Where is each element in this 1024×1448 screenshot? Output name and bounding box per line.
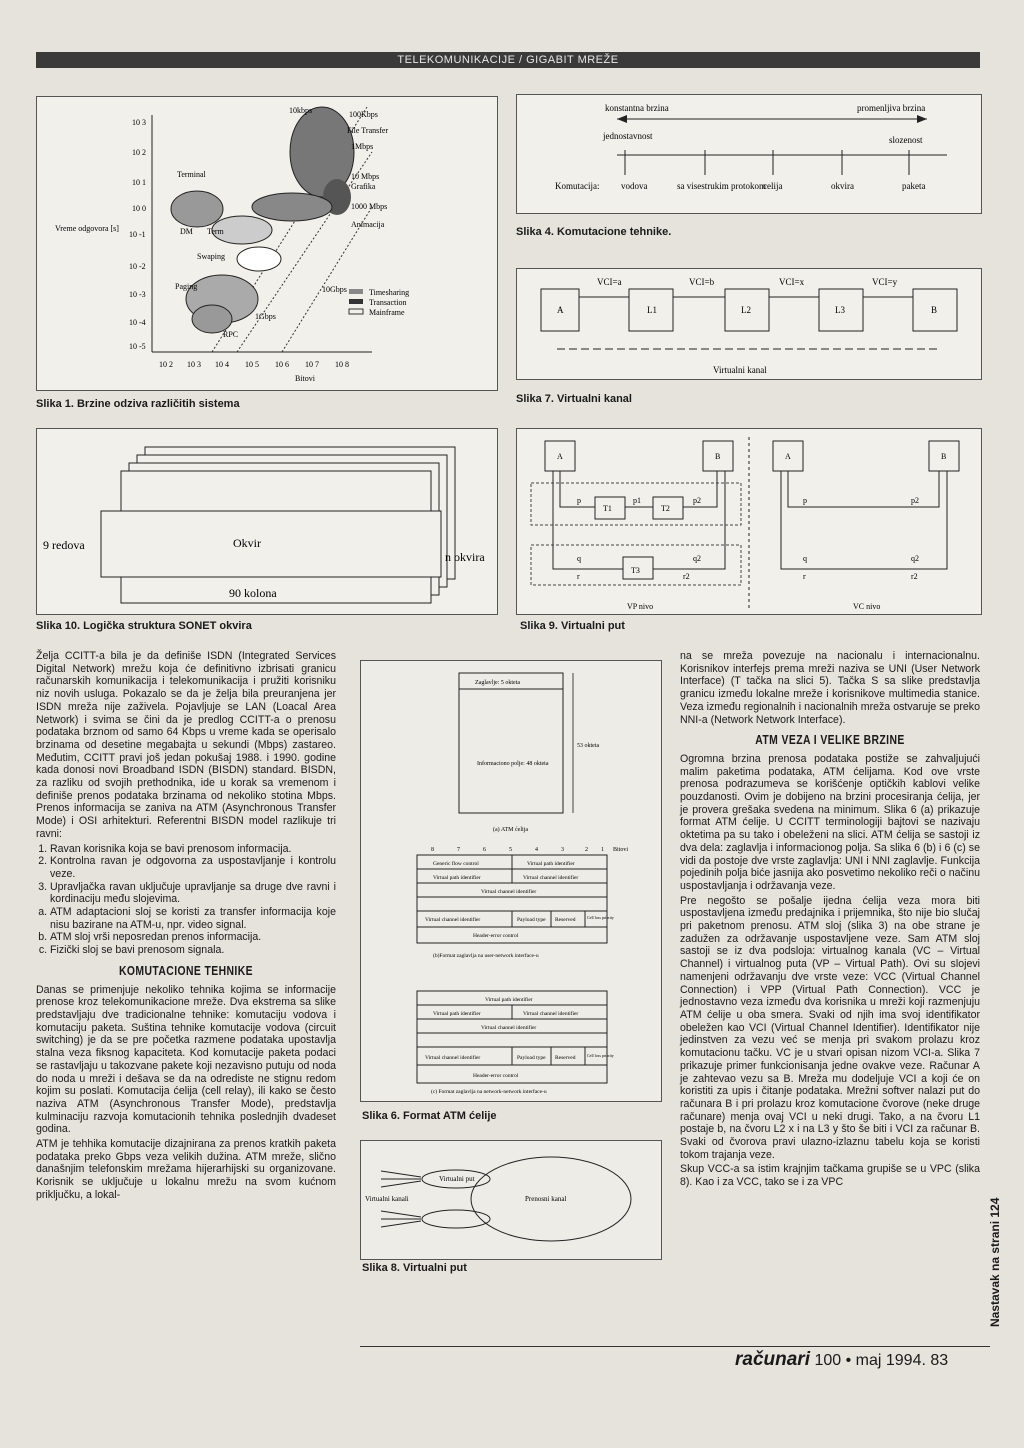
figure-7 <box>516 268 982 380</box>
issue-number: 100 <box>814 1352 842 1369</box>
svg-text:VCI=b: VCI=b <box>689 277 715 287</box>
svg-text:Cell loss priority: Cell loss priority <box>587 1053 614 1058</box>
svg-text:r: r <box>803 572 806 581</box>
paragraph: na se mreža povezuje na nacionalu i internacionalnu. Korisnikov interfejs prema mreži naziva se UNI (User Network Interface) (T tačka na slici 5). Tačka S sa slike predstavlja granicu između lokalne mreže i korisnikove multimedia stanice. Veza između regionalnih i nacionalnih mreža ostvaruje se preko NNI-a (Network Network Interface). <box>680 650 980 726</box>
xtick: 10 3 <box>187 360 201 369</box>
legend-item: Timesharing <box>369 288 410 297</box>
section-heading: KOMUTACIONE TEHNIKE <box>119 962 253 978</box>
svg-text:A: A <box>557 305 564 315</box>
section-header: TELEKOMUNIKACIJE / GIGABIT MREŽE <box>36 52 980 68</box>
footer-rule <box>360 1346 990 1347</box>
text-column-3 <box>680 650 980 1191</box>
svg-text:p2: p2 <box>693 496 701 505</box>
fig7-diagram <box>517 269 981 379</box>
footer: računari 100 • maj 1994. 83 <box>735 1349 949 1370</box>
svg-text:konstantna brzina: konstantna brzina <box>605 103 669 113</box>
svg-text:p: p <box>577 496 581 505</box>
svg-text:Header-error control: Header-error control <box>473 1073 519 1079</box>
svg-text:Virtual channel identifier: Virtual channel identifier <box>523 875 579 881</box>
svg-text:(a) ATM ćelija: (a) ATM ćelija <box>493 827 528 833</box>
plane-list <box>36 843 336 907</box>
svg-text:VCI=x: VCI=x <box>779 277 805 287</box>
fig8-diagram <box>361 1141 661 1259</box>
svg-text:Prenosni kanal: Prenosni kanal <box>525 1195 567 1203</box>
fig10-diagram <box>37 429 497 614</box>
svg-text:VCI=y: VCI=y <box>872 277 898 287</box>
svg-text:10kbps: 10kbps <box>289 106 313 115</box>
svg-text:r2: r2 <box>911 572 918 581</box>
fig1-diagram <box>37 97 497 390</box>
fig4-diagram <box>517 95 981 213</box>
svg-text:Virtual channel identifier: Virtual channel identifier <box>481 889 537 895</box>
svg-text:p2: p2 <box>911 496 919 505</box>
fig7-caption: Slika 7. Virtualni kanal <box>516 393 632 405</box>
figure-8 <box>360 1140 662 1260</box>
fig9-diagram <box>517 429 981 614</box>
svg-text:5: 5 <box>509 847 512 853</box>
fig10-caption: Slika 10. Logička struktura SONET okvira <box>36 620 252 632</box>
svg-text:Term: Term <box>207 227 224 236</box>
list-item: c. Fizički sloj se bavi prenosom signala. <box>50 944 336 957</box>
svg-text:Generic flow control: Generic flow control <box>433 861 479 867</box>
svg-text:Paging: Paging <box>175 282 198 291</box>
fig6-caption: Slika 6. Format ATM ćelije <box>362 1110 497 1122</box>
svg-text:9 redova: 9 redova <box>43 538 85 552</box>
svg-text:File Transfer: File Transfer <box>347 126 389 135</box>
svg-text:(b)Format zaglavlja na user-ne: (b)Format zaglavlja na user-network interface-u <box>433 953 539 959</box>
figure-4 <box>516 94 982 214</box>
svg-text:p1: p1 <box>633 496 641 505</box>
svg-text:Terminal: Terminal <box>177 170 206 179</box>
svg-text:r2: r2 <box>683 572 690 581</box>
svg-text:Reserved: Reserved <box>555 1055 576 1061</box>
xtick: 10 4 <box>215 360 229 369</box>
svg-text:(c) Format zaglavlja na networ: (c) Format zaglavlja na network-network interface-u <box>431 1089 547 1095</box>
paragraph: Pre negošto se pošalje ijedna ćelija veza mora biti uspostavljena između predajnika i prijemnika, što nije bio slučaj pri paketnom prenosu. ATM sloj (slika 3) na obe strane je zadužen za održavanje uspostavljene veze. Sam ATM sloj sastoji se iz dva podsloja: virtualnog kanala (VC – Virtual Channel) i virtualnog puta (VP – Virtual Path). Ovi su slojevi namenjeni održavanju dve vrste veze: VCC (Virtual Channel Connection) i VPP (Virtual Path Connection). VCC je jednostavno veza između dva korisnika u mreži koji razmenjuju ATM ćelije u oba smera. Svaki od njih ima svoj identifikator obeležen kao VCI (Virtual Channel Identifier). Identifikator nije jedinstven za vezu već se menja pri svakom prolazu kroz komutacionu tačku. VC je u stvari opisan nizom VCI-a. Slika 7 prikazuje primer funkcionisanja jedne ovakve veze. Računar A je zahtevao vezu sa B. Mreža mu dodeljuje VCI a koji će on koristiti za upis i čitanje podataka. Mrežni softver nalazi put do računara B i pri prolazu kroz komutacione čvorove (neke druge računare) menja ovaj VCI u neki drugi. Tako, a na čvoru L1 postaje b, na čvoru L2 x i na L3 y što še biti i VCI za računar B. Svaki od čvorova pravi ulazno-izlaznu tabelu koja se koristi tokom trajanja veze. <box>680 894 980 1161</box>
frame-box <box>101 511 441 577</box>
svg-text:B: B <box>941 452 947 461</box>
svg-text:Grafika: Grafika <box>351 182 376 191</box>
svg-text:q: q <box>577 554 581 563</box>
fig1-xaxis: Bitovi <box>295 374 316 383</box>
svg-text:T1: T1 <box>603 504 612 513</box>
svg-text:Virtual channel identifier: Virtual channel identifier <box>425 917 481 923</box>
svg-text:r: r <box>577 572 580 581</box>
list-item: b. ATM sloj vrši neposredan prenos informacija. <box>50 931 336 944</box>
ytick: 10 -1 <box>129 230 146 239</box>
xtick: 10 2 <box>159 360 173 369</box>
paragraph: ATM je tehhika komutacije dizajnirana za prenos kratkih paketa podataka preko Gbps veza velikih dužina. ATM mreže, slično današnjim telefonskim mrežama hijerarhijski su organizovane. Korisnik se uključuje u lokalnu mrežu na svom kućnom priključku, a lokal- <box>36 1138 336 1201</box>
blob <box>237 247 281 271</box>
svg-text:8: 8 <box>431 847 434 853</box>
fig4-caption: Slika 4. Komutacione tehnike. <box>516 226 672 238</box>
svg-text:10 Mbps: 10 Mbps <box>351 172 380 181</box>
legend-swatch <box>349 309 363 314</box>
xtick: 10 6 <box>275 360 289 369</box>
magazine-name: računari <box>735 1349 810 1370</box>
svg-text:Bitovi: Bitovi <box>613 847 629 853</box>
svg-text:sa visestrukim protokom: sa visestrukim protokom <box>677 181 766 191</box>
page-number: 83 <box>930 1352 949 1369</box>
svg-text:L3: L3 <box>835 305 845 315</box>
svg-text:7: 7 <box>457 847 460 853</box>
svg-text:Virtual channel identifier: Virtual channel identifier <box>523 1011 579 1017</box>
fig1-yaxis: Vreme odgovora [s] <box>55 224 119 233</box>
ytick: 10 -2 <box>129 262 146 271</box>
svg-text:3: 3 <box>561 847 564 853</box>
svg-text:10Gbps: 10Gbps <box>322 285 347 294</box>
svg-text:Virtual channel identifier: Virtual channel identifier <box>425 1055 481 1061</box>
continuation-note: Nastavak na strani 124 <box>988 1197 1002 1327</box>
svg-text:6: 6 <box>483 847 486 853</box>
svg-text:Virtualni put: Virtualni put <box>439 1175 475 1183</box>
list-item: a. ATM adaptacioni sloj se koristi za transfer informacija koje nisu bazirane na ATM-u, npr. video signal. <box>50 906 336 931</box>
svg-text:1000 Mbps: 1000 Mbps <box>351 202 388 211</box>
ytick: 10 -4 <box>129 318 146 327</box>
paragraph: Ogromna brzina prenosa podataka postiže se zahvaljujući malim paketima podataka, ATM ćelijama. Kod ove vrste prenosa podrazumeva se korišćenje optičkih kablovi velike pouzdanosti. Ovim je dobijeno na brzini procesiranja ćelija, jer je provera grešaka svedena na minimum. Slika 6 (a) prikazuje format ATM ćelije. U CCITT terminologiji bajtovi se nazivaju oktetima pa su tako i obeleženi na slici. ATM ćelija se sastoji iz dva dela: zaglavlja i informacionog polja. Sa slika 6 (b) i 6 (c) se vidi da postoje dve vrste zaglavlja: UNI i NNI zaglavlje. Funkcija pojedinih polja biće jasnija ako posvetimo nekoliko reči o načinu uspostavljanja i održavanja veze. <box>680 752 980 892</box>
figure-6 <box>360 660 662 1102</box>
svg-text:B: B <box>715 452 721 461</box>
svg-text:Virtual path identifier: Virtual path identifier <box>433 1011 481 1017</box>
svg-text:Cell loss priority: Cell loss priority <box>587 915 614 920</box>
legend-item: Mainframe <box>369 308 405 317</box>
svg-text:Virtual path identifier: Virtual path identifier <box>485 997 533 1003</box>
legend-swatch <box>349 289 363 294</box>
svg-text:T2: T2 <box>661 504 670 513</box>
svg-text:Header-error control: Header-error control <box>473 933 519 939</box>
svg-text:DM: DM <box>180 227 193 236</box>
svg-text:p: p <box>803 496 807 505</box>
svg-text:B: B <box>931 305 938 315</box>
paragraph: Želja CCITT-a bila je da definiše ISDN (Integrated Services Digital Network) mrežu koja će definitivno izbrisati granicu računarskih komunikacija i telekomunikacija i pružiti korisniku niz novih usluga. Pokazalo se da je želja bila preuranjena jer ISDN mreža nije zaživela. Pojavljuje se LAN (Loacal Area Network) i svima se čini da je predlog CCITT-a o prenosu podataka brznom od samo 64 Kbps u vreme kada se operisalo brzinama od desetine megabajta u sekundi (Mbps) zastareo. Međutim, CCITT pravi još jedan pokušaj 1988. i 1990. godine kada donosi novi Broadband ISDN (BISDN) standard. BISDN, za razliku od svojih prethodnika, ide u korak sa vremenom i definiše prenos podataka brzinama od nekoliko stotina Mbps. Prenos informacija se zaniva na ATM (Asynchronous Transfer Mode) i OSI arhitekturi. Referentni BISDN model razlikuje tri ravni: <box>36 650 336 840</box>
svg-text:Informaciono polje: 48 okteta: Informaciono polje: 48 okteta <box>477 761 549 767</box>
svg-text:q2: q2 <box>911 554 919 563</box>
svg-text:VCI=a: VCI=a <box>597 277 622 287</box>
fig9-caption: Slika 9. Virtualni put <box>520 620 625 632</box>
legend-item: Transaction <box>369 298 407 307</box>
svg-text:jednostavnost: jednostavnost <box>603 131 653 141</box>
svg-text:vodova: vodova <box>621 181 648 191</box>
svg-text:Reserved: Reserved <box>555 917 576 923</box>
ytick: 10 1 <box>132 178 146 187</box>
svg-text:L2: L2 <box>741 305 751 315</box>
svg-text:Virtualni kanal: Virtualni kanal <box>713 365 767 375</box>
svg-text:90 kolona: 90 kolona <box>229 586 277 600</box>
paragraph: Skup VCC-a sa istim krajnjim tačkama grupiše se u VPC (slika 8). Kao i za VCC, tako se i za VPC <box>680 1163 980 1189</box>
svg-text:53 okteta: 53 okteta <box>577 743 600 749</box>
svg-text:L1: L1 <box>647 305 657 315</box>
svg-text:Virtual path identifier: Virtual path identifier <box>433 875 481 881</box>
xtick: 10 5 <box>245 360 259 369</box>
blob <box>171 191 223 227</box>
svg-text:Virtualni kanali: Virtualni kanali <box>365 1195 409 1203</box>
svg-text:okvira: okvira <box>831 181 854 191</box>
list-item: 2. Kontrolna ravan je odgovorna za uspostavljanje i kontrolu veze. <box>50 855 336 880</box>
blob <box>192 305 232 333</box>
svg-text:Virtual path identifier: Virtual path identifier <box>527 861 575 867</box>
svg-text:Okvir: Okvir <box>233 536 261 550</box>
fig6-diagram <box>361 661 661 1101</box>
ytick: 10 0 <box>132 204 146 213</box>
svg-text:slozenost: slozenost <box>889 135 923 145</box>
svg-text:VP nivo: VP nivo <box>627 602 654 611</box>
svg-text:Payload type: Payload type <box>517 917 546 923</box>
svg-text:VC nivo: VC nivo <box>853 602 881 611</box>
svg-text:100Kbps: 100Kbps <box>349 110 378 119</box>
ytick: 10 3 <box>132 118 146 127</box>
figure-9 <box>516 428 982 615</box>
figure-10 <box>36 428 498 615</box>
svg-text:paketa: paketa <box>902 181 926 191</box>
list-item: 3. Upravljačka ravan uključuje upravljanje sa druge dve ravni i kordinaciju među slojevima. <box>50 881 336 906</box>
svg-text:4: 4 <box>535 847 538 853</box>
fig8-caption: Slika 8. Virtualni put <box>362 1262 467 1274</box>
ytick: 10 -3 <box>129 290 146 299</box>
svg-text:Payload type: Payload type <box>517 1055 546 1061</box>
svg-text:1: 1 <box>601 847 604 853</box>
xtick: 10 8 <box>335 360 349 369</box>
legend-swatch <box>349 299 363 304</box>
issue-date: maj 1994. <box>855 1352 926 1369</box>
svg-text:q2: q2 <box>693 554 701 563</box>
svg-text:Komutacija:: Komutacija: <box>555 181 600 191</box>
layer-list <box>36 906 336 957</box>
text-column-1 <box>36 650 336 1204</box>
xtick: 10 7 <box>305 360 319 369</box>
svg-text:1Mbps: 1Mbps <box>351 142 374 151</box>
svg-text:promenljiva brzina: promenljiva brzina <box>857 103 926 113</box>
ytick: 10 2 <box>132 148 146 157</box>
svg-text:celija: celija <box>763 181 783 191</box>
svg-text:1Gbps: 1Gbps <box>255 312 276 321</box>
paragraph: Danas se primenjuje nekoliko tehnika kojima se informacije prenose kroz telekomunikacione mreže. Dva ekstrema sa slike predstavljaju dve tradicionalne tehnike: komutaciju vodova i komutaciju paketa. Suština tehnike komutacije vodova (circuit switching) je da se pre početka razmene podataka upostavlja stalna veza fiksnog kapaciteta. Kod komutacije paketa podaci se rastavljaju u takozvane pakete koji nezavisno putuju od noda do noda u mreži i dešava se da na odrediste ne stignu redom kojim su poslati. Komutacija ćelija (cell relay), ili kako se često naziva ATM (Asynchronous Transfer Mode), predstavlja kulminaciju razvoja komutacionih tehnika poslednjih dvadeset godina. <box>36 983 336 1136</box>
svg-text:T3: T3 <box>631 566 640 575</box>
svg-text:Animacija: Animacija <box>351 220 385 229</box>
fig1-caption: Slika 1. Brzine odziva različitih sistema <box>36 398 240 410</box>
svg-text:n okvira: n okvira <box>445 550 485 564</box>
section-heading: ATM VEZA I VELIKE BRZINE <box>755 732 905 748</box>
svg-text:Virtual channel identifier: Virtual channel identifier <box>481 1025 537 1031</box>
svg-text:A: A <box>557 452 563 461</box>
ytick: 10 -5 <box>129 342 146 351</box>
figure-1 <box>36 96 498 391</box>
svg-text:RPC: RPC <box>223 330 239 339</box>
svg-text:Zaglavlje: 5 okteta: Zaglavlje: 5 okteta <box>475 680 520 686</box>
list-item: 1. Ravan korisnika koja se bavi prenosom informacija. <box>50 843 336 856</box>
blob <box>252 193 332 221</box>
svg-text:q: q <box>803 554 807 563</box>
svg-text:2: 2 <box>585 847 588 853</box>
svg-text:A: A <box>785 452 791 461</box>
svg-text:Swaping: Swaping <box>197 252 225 261</box>
